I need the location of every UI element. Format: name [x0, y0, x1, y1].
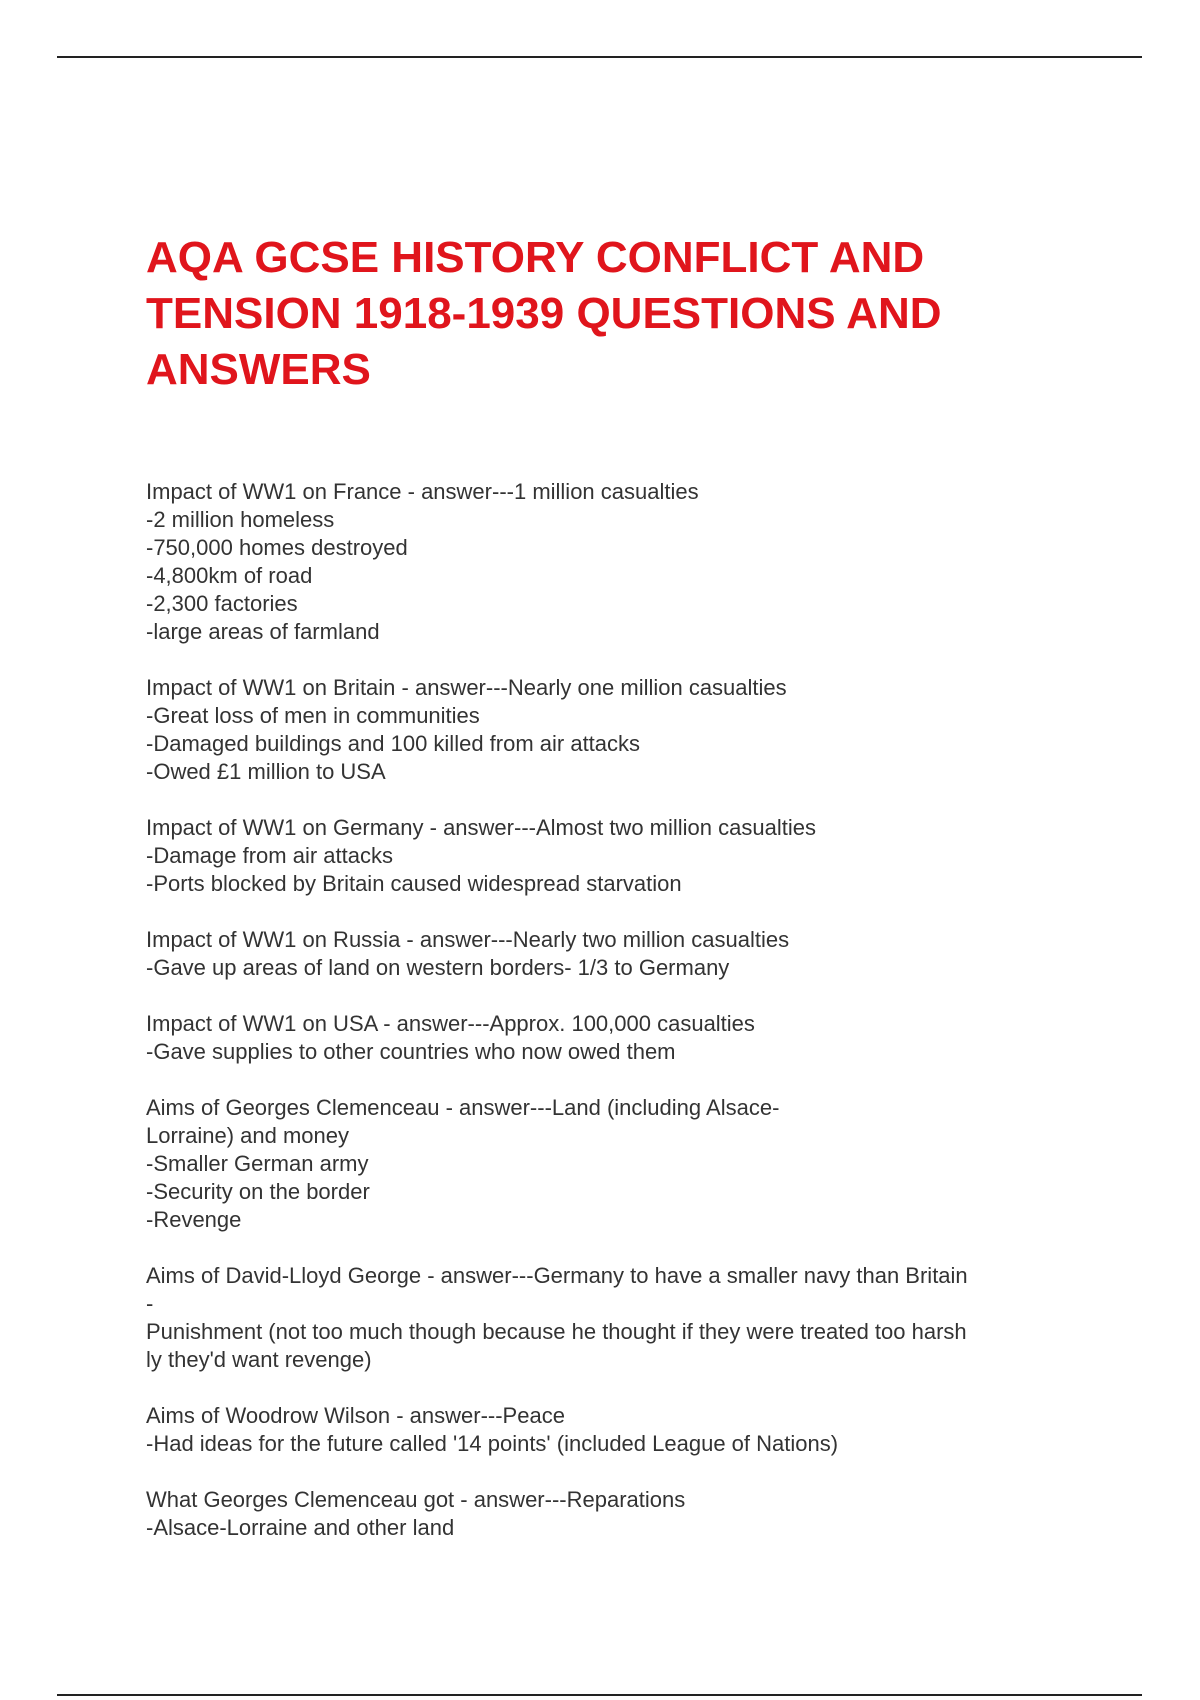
answer-line: Punishment (not too much though because he thought if they were treated too harsh — [146, 1319, 967, 1344]
header-rule — [57, 56, 1142, 58]
footer-rule — [57, 1694, 1142, 1696]
answer-line: -Gave supplies to other countries who now owed them — [146, 1039, 676, 1064]
answer-line: -2,300 factories — [146, 591, 298, 616]
answer-line: -Security on the border — [146, 1179, 370, 1204]
answer-line: -Smaller German army — [146, 1151, 369, 1176]
answer-line: -Damaged buildings and 100 killed from air attacks — [146, 731, 641, 756]
answer-line: -Ports blocked by Britain caused widespread starvation — [146, 871, 682, 896]
document-title: AQA GCSE HISTORY CONFLICT AND TENSION 1918-1939 QUESTIONS AND ANSWERS — [146, 233, 942, 394]
question-line: Aims of David-Lloyd George - answer---Germany to have a smaller navy than Britain — [146, 1263, 968, 1288]
answer-line: -2 million homeless — [146, 507, 335, 532]
qa-entry-france — [146, 478, 1086, 646]
qa-entry-britain — [146, 674, 1086, 786]
question-line: Impact of WW1 on France - answer---1 million casualties — [146, 479, 699, 504]
question-line: Aims of Georges Clemenceau - answer---Land (including Alsace- — [146, 1095, 780, 1120]
answer-line: -Damage from air attacks — [146, 843, 393, 868]
question-line: What Georges Clemenceau got - answer---Reparations — [146, 1487, 686, 1512]
answer-line: -Revenge — [146, 1207, 242, 1232]
answer-line: -Alsace-Lorraine and other land — [146, 1515, 455, 1540]
question-line: Impact of WW1 on Russia - answer---Nearly two million casualties — [146, 927, 790, 952]
qa-entry-russia — [146, 926, 1086, 982]
answer-line: -Owed £1 million to USA — [146, 759, 386, 784]
answer-line: -Gave up areas of land on western borders- 1/3 to Germany — [146, 955, 730, 980]
answer-line: - — [146, 1291, 154, 1316]
qa-entry-lloyd-george-aims — [146, 1262, 1086, 1374]
answer-line: ly they'd want revenge) — [146, 1347, 372, 1372]
qa-entry-usa — [146, 1010, 1086, 1066]
qa-entry-clemenceau-aims — [146, 1094, 1086, 1234]
qa-entry-germany — [146, 814, 1086, 898]
question-line: Impact of WW1 on Germany - answer---Almost two million casualties — [146, 815, 816, 840]
question-line: Impact of WW1 on Britain - answer---Nearly one million casualties — [146, 675, 787, 700]
qa-list — [146, 478, 1086, 1570]
question-line: Impact of WW1 on USA - answer---Approx. 100,000 casualties — [146, 1011, 755, 1036]
answer-line: -Had ideas for the future called '14 points' (included League of Nations) — [146, 1431, 839, 1456]
qa-entry-wilson-aims — [146, 1402, 1086, 1458]
qa-entry-clemenceau-got — [146, 1486, 1086, 1542]
answer-line: -large areas of farmland — [146, 619, 380, 644]
question-line: Aims of Woodrow Wilson - answer---Peace — [146, 1403, 565, 1428]
answer-line: -Great loss of men in communities — [146, 703, 480, 728]
answer-line: -750,000 homes destroyed — [146, 535, 408, 560]
answer-line: Lorraine) and money — [146, 1123, 350, 1148]
answer-line: -4,800km of road — [146, 563, 313, 588]
